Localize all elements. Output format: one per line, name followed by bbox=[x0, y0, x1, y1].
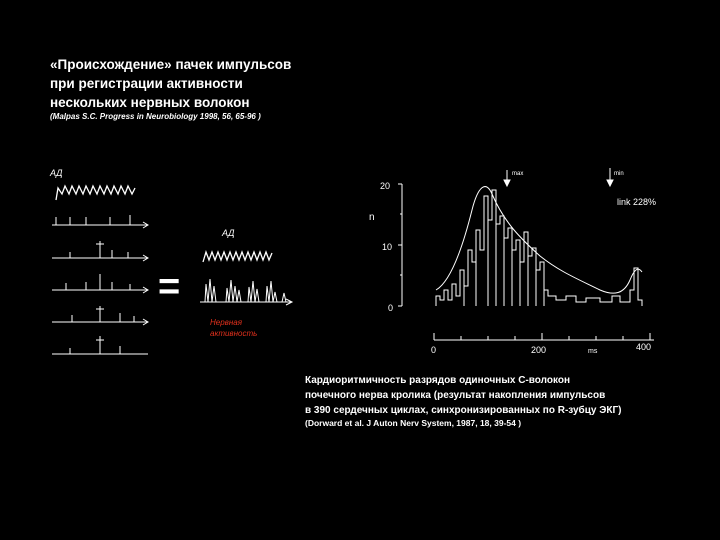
svg-text:=: = bbox=[158, 266, 181, 308]
histogram-caption bbox=[305, 373, 621, 418]
y-tick-20: 20 bbox=[380, 181, 391, 191]
caption-line-1: Кардиоритмичность разрядов одиночных С-волокон bbox=[305, 375, 570, 386]
neural-activity-line-2: активность bbox=[210, 329, 258, 338]
blood-pressure-label-right: АД bbox=[222, 228, 235, 238]
max-marker bbox=[504, 170, 510, 186]
y-tick-0: 0 bbox=[388, 303, 394, 313]
x-unit-label: ms bbox=[588, 348, 598, 355]
min-label: min bbox=[614, 171, 624, 177]
histogram-bars bbox=[436, 190, 642, 306]
x-tick-0: 0 bbox=[431, 345, 437, 355]
link-label: link 228% bbox=[617, 197, 657, 207]
x-tick-400: 400 bbox=[636, 342, 652, 352]
title-line-1: «Происхождение» пачек импульсов bbox=[50, 57, 292, 72]
x-tick-200: 200 bbox=[531, 345, 547, 355]
reference-bottom: (Dorward et al. J Auton Nerv System, 1987, 18, 39-54 ) bbox=[305, 418, 522, 428]
max-label: max bbox=[512, 171, 524, 177]
min-marker bbox=[607, 168, 613, 186]
caption-line-3: в 390 сердечных циклах, синхронизированных по R-зубцу ЭКГ) bbox=[305, 405, 622, 416]
y-tick-10: 10 bbox=[382, 242, 393, 252]
title-line-2: при регистрации активности bbox=[50, 76, 243, 91]
smoothed-activity-curve bbox=[436, 187, 642, 294]
neural-activity-line-1: Нервная bbox=[210, 318, 242, 327]
blood-pressure-label-left: АД bbox=[50, 168, 63, 178]
histogram-x-axis bbox=[434, 333, 654, 340]
reference-top: (Malpas S.C. Progress in Neurobiology 1998, 56, 65-96 ) bbox=[50, 112, 261, 121]
histogram-y-axis bbox=[398, 184, 402, 306]
title-line-3: нескольких нервных волокон bbox=[50, 95, 250, 110]
caption-line-2: почечного нерва кролика (результат накопления импульсов bbox=[305, 390, 606, 401]
y-axis-label: n bbox=[369, 212, 375, 223]
